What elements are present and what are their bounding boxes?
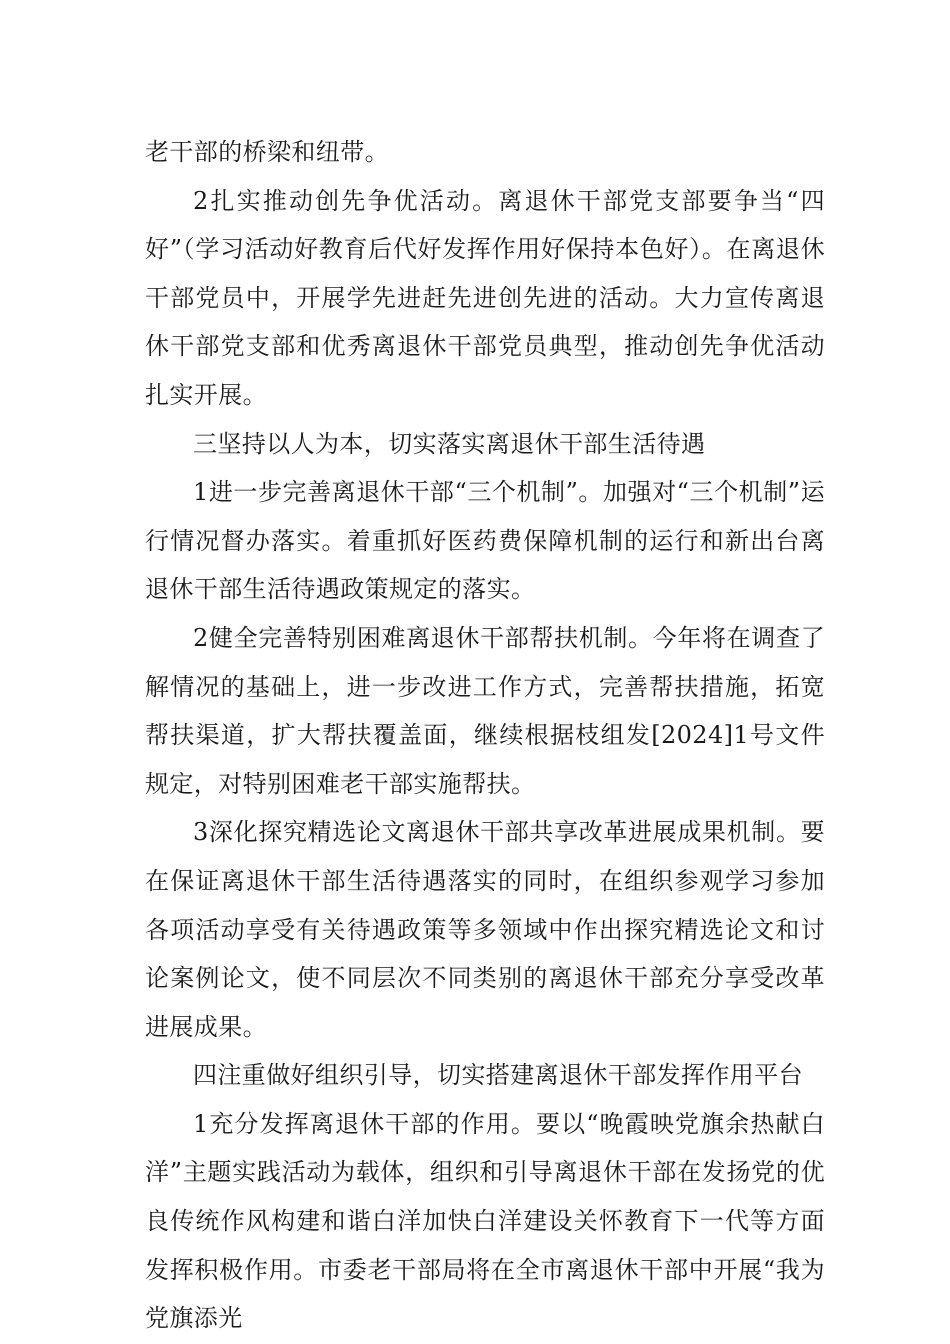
section-heading-3: 三坚持以人为本，切实落实离退休干部生活待遇 [193,429,706,458]
document-body [145,128,825,1343]
paragraph-item-1-mechanisms: 1进一步完善离退休干部“三个机制”。加强对“三个机制”运行情况督办落实。着重抓好医药费保障机制的运行和新出台离退休干部生活待遇政策规定的落实。 [145,478,825,604]
paragraph-item-2-assistance: 2健全完善特别困难离退休干部帮扶机制。今年将在调查了解情况的基础上，进一步改进工作方式，完善帮扶措施，拓宽帮扶渠道，扩大帮扶覆盖面，继续根据枝组发[2024]1号文件规定，对特别困难老干部实施帮扶。 [145,623,825,798]
paragraph-item-1-role: 1充分发挥离退休干部的作用。要以“晚霞映党旗余热献白洋”主题实践活动为载体，组织和引导离退休干部在发扬党的优良传统作风构建和谐白洋加快白洋建设关怀教育下一代等方面发挥积极作用。市委老干部局将在全市离退休干部中开展“我为党旗添光 [145,1109,825,1333]
paragraph-item-3-sharing: 3深化探究精选论文离退休干部共享改革进展成果机制。要在保证离退休干部生活待遇落实的同时，在组织参观学习参加各项活动享受有关待遇政策等多领域中作出探究精选论文和讨论案例论文，使不同层次不同类别的离退休干部充分享受改革进展成果。 [145,818,825,1041]
paragraph-item-2-creation: 2扎实推动创先争优活动。离退休干部党支部要争当“四好”（学习活动好教育后代好发挥作用好保持本色好）。在离退休干部党员中，开展学先进赶先进创先进的活动。大力宣传离退休干部党支部和优秀离退休干部党员典型，推动创先争优活动扎实开展。 [145,186,825,409]
section-heading-4: 四注重做好组织引导，切实搭建离退休干部发挥作用平台 [193,1061,803,1090]
paragraph-continuation: 老干部的桥梁和纽带。 [145,138,389,166]
